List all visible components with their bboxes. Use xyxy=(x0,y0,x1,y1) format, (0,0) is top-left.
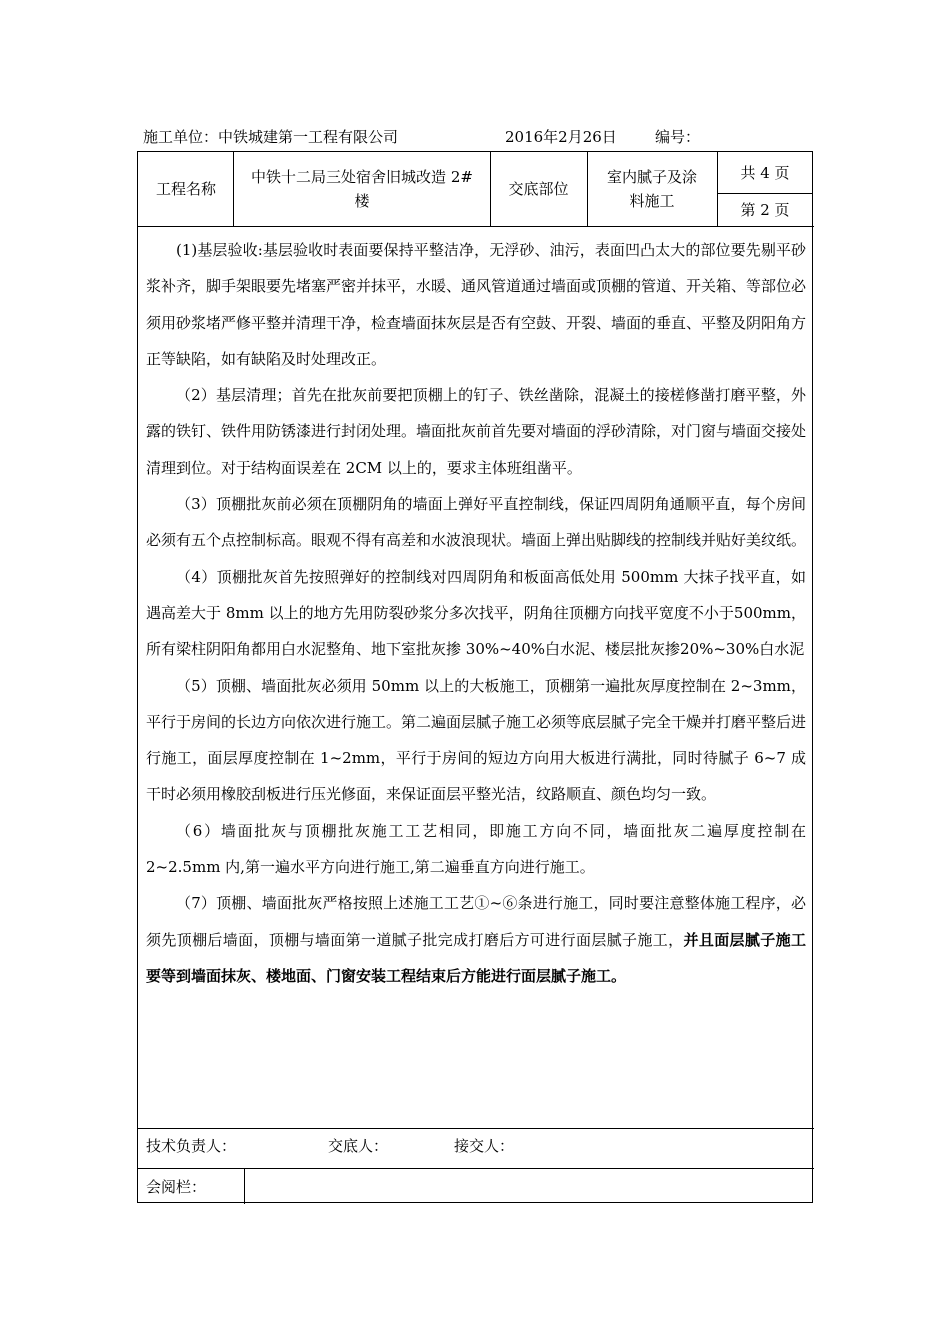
handover-part-value: 室内腻子及涂料施工 xyxy=(606,168,697,210)
document-date: 2016年2月26日 xyxy=(505,128,617,146)
content-paragraph-4: （4）顶棚批灰首先按照弹好的控制线对四周阴角和板面高低处用 500mm 大抹子找平直，如遇高差大于 8mm 以上的地方先用防裂砂浆分多次找平，阴角往顶棚方向找平宽度不小于500mm，所有梁柱阴阳角都用白水泥整角、地下室批灰掺 30%~40%白水泥、楼层批灰掺20%~30%白水泥 xyxy=(146,567,806,659)
divider xyxy=(233,152,234,226)
received-by-label: 接交人： xyxy=(454,1137,515,1155)
content-paragraph-2: （2）基层清理；首先在批灰前要把顶棚上的钉子、铁丝凿除，混凝土的接槎修凿打磨平整，外露的铁钉、铁件用防锈漆进行封闭处理。墙面批灰前首先要对墙面的浮砂清除，对门窗与墙面交接处清理到位。对于结构面误差在 2CM 以上的，要求主体班组凿平。 xyxy=(146,386,807,477)
divider xyxy=(490,152,491,226)
divider xyxy=(244,1168,245,1204)
document-number-label: 编号： xyxy=(655,128,701,146)
content-paragraph-1: (1)基层验收:基层验收时表面要保持平整洁净，无浮砂、油污，表面凹凸太大的部位要先剔平砂浆补齐，脚手架眼要先堵塞严密并抹平，水暖、通风管道通过墙面或顶棚的管道、开关箱、等部位必须用砂浆堵严修平整并清理干净，检查墙面抹灰层是否有空鼓、开裂、墙面的垂直、平整及阴阳角方正等缺陷，如有缺陷及时处理改正。 xyxy=(146,241,807,368)
content-paragraph-7-emphasis: 并且面层腻子施工要等到墙面抹灰、楼地面、门窗安装工程结束后方能进行面层腻子施工。 xyxy=(146,930,806,985)
divider xyxy=(587,152,588,226)
divider xyxy=(138,226,814,227)
content-paragraph-7-text: （7）顶棚、墙面批灰严格按照上述施工工艺①~⑥条进行施工，同时要注意整体施工程序，必须先顶棚后墙面，顶棚与墙面第一道腻子批完成打磨后方可进行面层腻子施工， xyxy=(146,894,806,949)
construction-unit: 施工单位：中铁城建第一工程有限公司 xyxy=(143,128,399,146)
document-header xyxy=(143,126,815,148)
content-paragraph-7 xyxy=(146,885,806,994)
divider xyxy=(717,152,718,226)
handover-table xyxy=(137,151,813,1203)
review-label: 会阅栏： xyxy=(146,1178,207,1196)
divider xyxy=(717,193,813,194)
content-paragraph-3: （3）顶棚批灰前必须在顶棚阴角的墙面上弹好平直控制线，保证四周阴角通顺平直，每个房间必须有五个点控制标高。眼观不得有高差和水波浪现状。墙面上弹出贴脚线的控制线并贴好美纹纸。 xyxy=(146,495,807,550)
handover-content xyxy=(146,232,806,994)
page-number: 第 2 页 xyxy=(740,200,790,219)
content-paragraph-6: （6）墙面批灰与顶棚批灰施工工艺相同，即施工方向不同，墙面批灰二遍厚度控制在2~2.5mm 内,第一遍水平方向进行施工,第二遍垂直方向进行施工。 xyxy=(146,821,806,877)
handover-by-label: 交底人： xyxy=(328,1137,389,1155)
divider xyxy=(138,1128,814,1129)
tech-lead-label: 技术负责人： xyxy=(146,1137,237,1155)
content-paragraph-5: （5）顶棚、墙面批灰必须用 50mm 以上的大板施工，顶棚第一遍批灰厚度控制在 2~3mm，平行于房间的长边方向依次进行施工。第二遍面层腻子施工必须等底层腻子完全干燥并打磨平整后进行施工，面层厚度控制在 1~2mm，平行于房间的短边方向用大板进行满批，同时待腻子 6~7 成干时必须用橡胶刮板进行压光修面，来保证面层平整光洁，纹路顺直、颜色均匀一致。 xyxy=(146,676,807,804)
divider xyxy=(138,1168,814,1169)
handover-part-label: 交底部位 xyxy=(508,180,569,198)
project-name-label: 工程名称 xyxy=(155,180,216,198)
total-pages: 共 4 页 xyxy=(740,163,790,182)
project-name-value: 中铁十二局三处宿舍旧城改造 2#楼 xyxy=(251,168,473,210)
